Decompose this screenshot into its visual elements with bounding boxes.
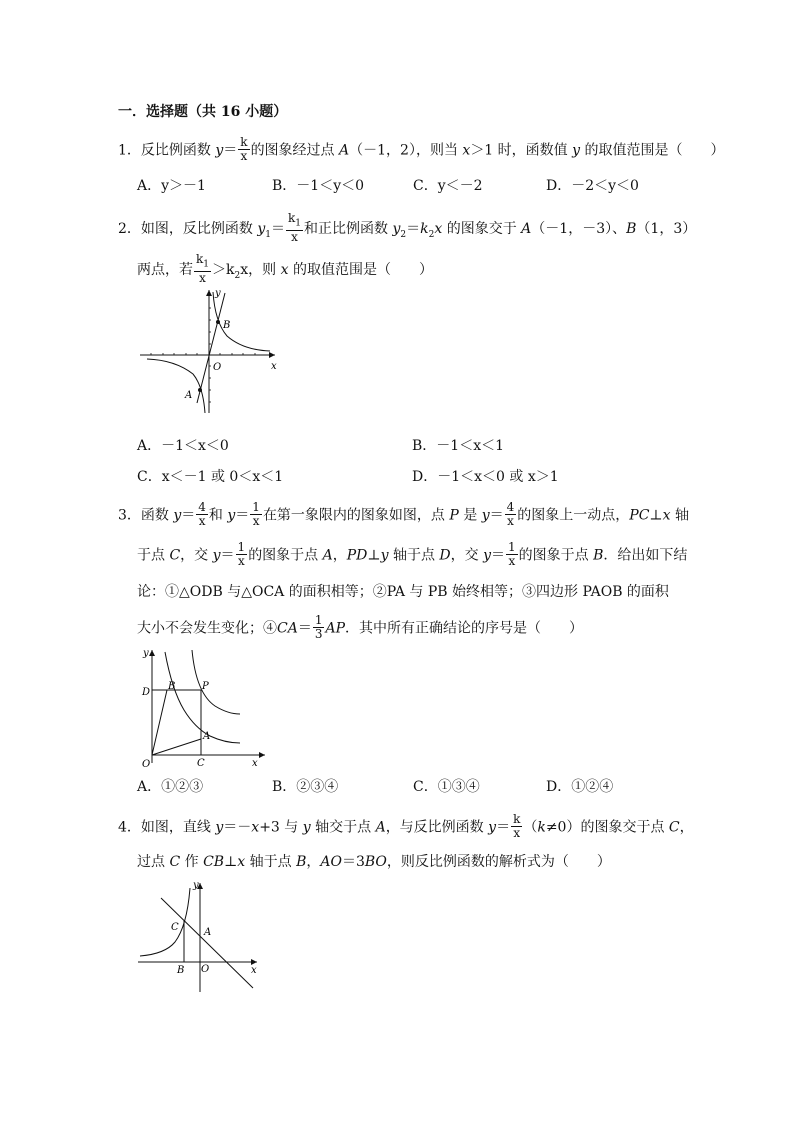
- fraction-1-over-x: $\frac{1}{x}$: [252, 500, 260, 528]
- question-4-stem-line2: 过点 C 作 CB⊥x 轴于点 B，AO＝3BO，则反比例函数的解析式为（ ）: [137, 854, 611, 870]
- x-axis-label: x: [252, 758, 258, 768]
- origin-label: O: [201, 964, 210, 975]
- point-a-label: A: [204, 927, 212, 938]
- fraction-k1-over-x: $\frac{k_1}{x}$: [196, 252, 210, 286]
- question-2-stem-line2: 两点，若 $\frac{k_1}{x}$ $>k_2x$，则 x 的取值范围是（ ）: [137, 252, 433, 286]
- point-c-label: C: [171, 922, 179, 933]
- fraction-1-over-x: $\frac{1}{x}$: [237, 540, 246, 568]
- question-2-option-a[interactable]: A．－1＜x＜0: [137, 438, 229, 454]
- point-b-label: B: [223, 320, 231, 331]
- question-3-option-b[interactable]: B．②③④: [272, 779, 339, 795]
- y-axis-label: y: [215, 288, 221, 299]
- point-b: [216, 320, 220, 324]
- fraction-1-over-x: $\frac{1}{x}$: [508, 540, 516, 568]
- point-d-label: D: [142, 687, 151, 698]
- x-axis-label: x: [251, 965, 257, 976]
- question-2-option-d[interactable]: D．－1＜x＜0 或 x＞1: [412, 469, 559, 485]
- fraction-k-over-x: $\frac{k}{x}$: [240, 135, 248, 163]
- point-b-label: B: [177, 965, 185, 976]
- question-3-option-d[interactable]: D．①②④: [546, 779, 614, 795]
- question-1-option-b[interactable]: B．－1＜y＜0: [272, 178, 365, 194]
- question-3-graph: [140, 648, 270, 768]
- question-3-stem-line4: 大小不会发生变化；④CA＝ $\frac{1}{3}$ AP．其中所有正确结论的序号是（ ）: [137, 613, 583, 641]
- question-3-option-c[interactable]: C．①③④: [413, 779, 480, 795]
- origin-label: O: [142, 759, 151, 768]
- question-1-option-c[interactable]: C．y＜－2: [413, 178, 483, 194]
- point-a-label: A: [203, 731, 211, 742]
- point-b-label: B: [168, 681, 176, 692]
- question-1-stem: 1．反比例函数 y＝ $\frac{k}{x}$ 的图象经过点 A（－1，2），则当 x＞1 时，函数值 y 的取值范围是（ ）: [118, 135, 725, 163]
- curve-y-1-over-x: [165, 652, 240, 743]
- segment-ob: [152, 690, 167, 755]
- point-c-label: C: [197, 758, 205, 768]
- x-axis-label: x: [271, 361, 277, 372]
- point-a-label: A: [185, 390, 193, 401]
- question-3-stem-line3: 论：①△ODB 与△OCA 的面积相等；②PA 与 PB 始终相等；③四边形 PAOB 的面积: [137, 584, 669, 600]
- proportional-line: [197, 293, 225, 403]
- question-3-stem-line1: 3．函数 y＝ $\frac{4}{x}$ 和 y＝ $\frac{1}{x}$ 在第一象限内的图象如图，点 P 是 y＝ $\frac{4}{x}$ 的图象上一动点，PC⊥x 轴: [118, 500, 689, 528]
- y-axis-label: y: [193, 880, 199, 891]
- fraction-4-over-x: $\frac{4}{x}$: [506, 500, 515, 528]
- hyperbola-branch-q1: [213, 292, 270, 351]
- question-2-option-c[interactable]: C．x＜－1 或 0＜x＜1: [137, 469, 284, 485]
- x-axis-arrow: [259, 752, 265, 758]
- fraction-1-over-3: $\frac{1}{3}$: [314, 613, 323, 641]
- question-4-stem-line1: 4．如图，直线 y＝－x+3 与 y 轴交于点 A，与反比例函数 y＝ $\frac{k}{x}$ （k≠0）的图象交于点 C，: [118, 812, 694, 840]
- curve-y-4-over-x: [192, 650, 240, 714]
- y-axis-label: y: [143, 648, 149, 659]
- origin-label: O: [213, 362, 222, 373]
- y-axis-arrow: [206, 290, 212, 296]
- point-p-label: P: [202, 681, 209, 692]
- question-2-option-b[interactable]: B．－1＜x＜1: [412, 438, 504, 454]
- point-a: [198, 388, 202, 392]
- question-2-graph: [135, 288, 285, 418]
- fraction-4-over-x: $\frac{4}{x}$: [198, 500, 206, 528]
- x-axis-arrow: [269, 352, 275, 358]
- y-axis-arrow: [149, 650, 155, 656]
- hyperbola-branch: [140, 888, 190, 956]
- question-2-stem-line1: 2．如图，反比例函数 $y_1=$ $\frac{k_1}{x}$ 和正比例函数 $y_2=k_2x$ 的图象交于 A（－1，－3）、B（1，3）: [118, 211, 697, 245]
- section-title: 一．选择题（共 16 小题）: [118, 104, 288, 120]
- hyperbola-branch-q3: [147, 359, 205, 413]
- question-4-graph: [135, 880, 265, 995]
- fraction-k1-over-x: $\frac{k_1}{x}$: [288, 211, 302, 245]
- question-1-option-a[interactable]: A．y＞－1: [137, 178, 206, 194]
- question-1-option-d[interactable]: D．－2＜y＜0: [546, 178, 639, 194]
- fraction-k-over-x: $\frac{k}{x}$: [513, 812, 521, 840]
- question-3-stem-line2: 于点 C，交 y＝ $\frac{1}{x}$ 的图象于点 A，PD⊥y 轴于点 D，交 y＝ $\frac{1}{x}$ 的图象于点 B．给出如下结: [137, 540, 688, 568]
- segment-oa: [152, 739, 201, 755]
- question-3-option-a[interactable]: A．①②③: [137, 779, 204, 795]
